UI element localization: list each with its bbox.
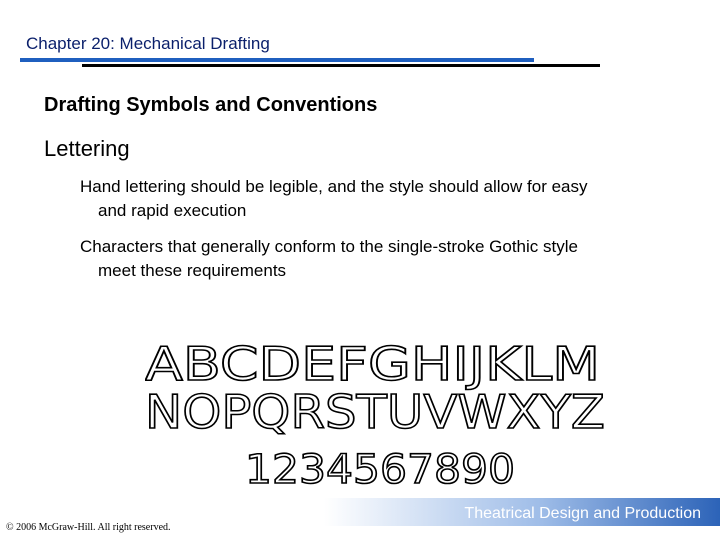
bullet-paragraph-1: Hand lettering should be legible, and the style should allow for easy and rapid execution xyxy=(80,177,588,220)
header-rule-blue xyxy=(20,58,534,62)
course-title: Theatrical Design and Production xyxy=(464,505,701,522)
lettering-row-3: 1234567890 xyxy=(245,447,515,490)
gothic-lettering-sample xyxy=(145,340,615,490)
header-rule-black xyxy=(82,64,600,67)
bullet-paragraph-2: Characters that generally conform to the single-stroke Gothic style meet these requirements xyxy=(80,237,578,280)
lettering-row-2: NOPQRSTUVWXYZ xyxy=(145,385,605,439)
slide-title: Drafting Symbols and Conventions xyxy=(44,94,378,116)
chapter-title: Chapter 20: Mechanical Drafting xyxy=(26,34,270,53)
lettering-row-1: ABCDEFGHIJKLM xyxy=(145,340,600,391)
copyright-notice: © 2006 McGraw-Hill. All right reserved. xyxy=(6,522,171,533)
slide-subtitle: Lettering xyxy=(44,136,130,161)
